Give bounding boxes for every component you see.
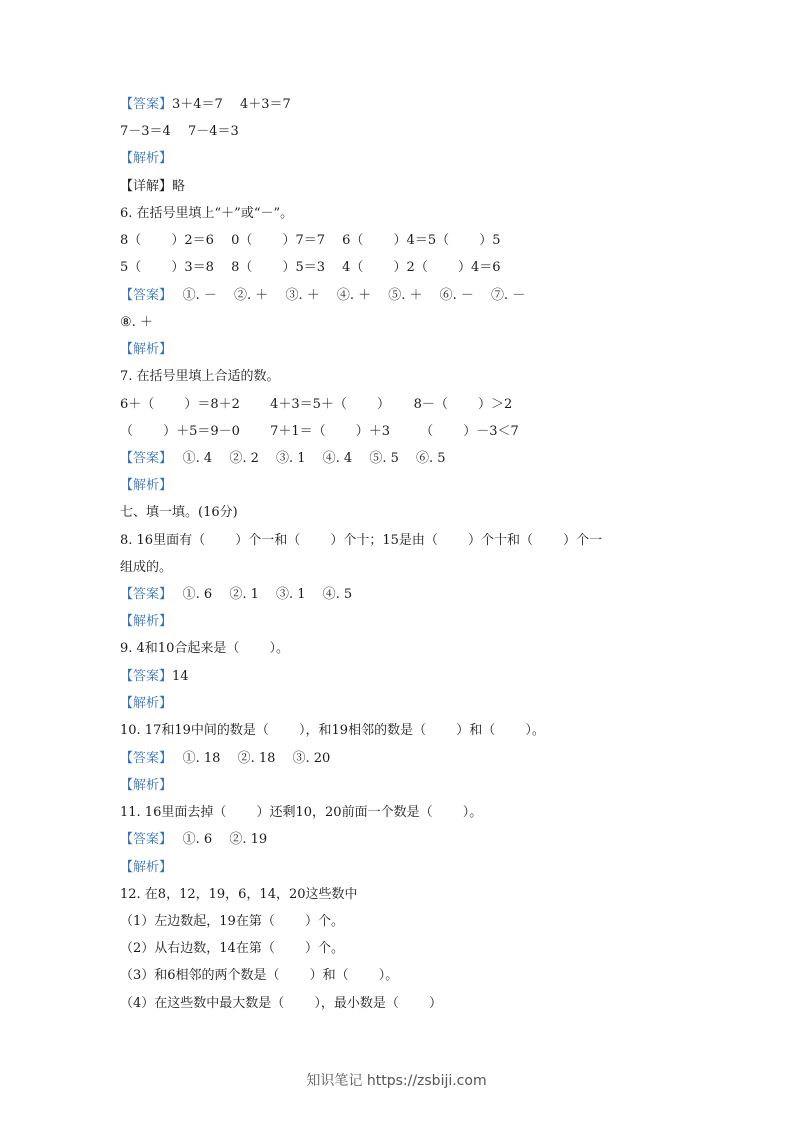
text-line: [120, 669, 189, 685]
line-text: ①. 4 ②. 2 ③. 1 ④. 4 ⑤. 5 ⑥. 5: [165, 451, 446, 466]
answer-tag: 【答案】: [120, 97, 173, 112]
answer-tag: 【解析】: [120, 696, 173, 711]
text-line: [120, 560, 172, 576]
line-text: ①. 6 ②. 1 ③. 1 ④. 5: [165, 587, 353, 602]
line-text: 8. 16里面有（ ）个一和（ ）个十；15是由（ ）个十和（ ）个一: [120, 533, 603, 548]
answer-tag: 【解析】: [120, 342, 173, 357]
line-text: 12. 在8，12，19，6，14，20这些数中: [120, 887, 358, 902]
answer-tag: 【答案】: [120, 751, 166, 766]
answer-tag: 【解析】: [120, 151, 173, 166]
answer-tag: 【解析】: [120, 478, 173, 493]
text-line: [120, 614, 172, 630]
text-line: [120, 369, 280, 385]
text-line: [120, 887, 358, 903]
text-line: [120, 206, 293, 222]
answer-tag: 【答案】: [120, 587, 166, 602]
line-text: 7. 在括号里填上合适的数。: [120, 369, 280, 384]
line-text: 7－3＝4 7－4＝3: [120, 124, 239, 139]
line-text: （ ）＋5＝9－0 7＋1＝（ ）＋3 （ ）－3＜7: [120, 424, 519, 439]
text-line: [120, 397, 512, 413]
line-text: 6. 在括号里填上“＋”或“－”。: [120, 206, 294, 221]
answer-tag: 【答案】: [120, 832, 166, 847]
text-line: [120, 151, 172, 167]
text-line: [120, 505, 238, 521]
text-line: [120, 968, 398, 984]
line-text: 11. 16里面去掉（ ）还剩10，20前面一个数是（ ）。: [120, 805, 483, 820]
line-text: 6＋（ ）＝8＋2 4＋3＝5＋（ ） 8－（ ）＞2: [120, 397, 513, 412]
line-text: （3）和6相邻的两个数是（ ）和（ ）。: [120, 968, 399, 983]
line-text: 9. 4和10合起来是（ ）。: [120, 641, 289, 656]
answer-tag: 【答案】: [120, 288, 166, 303]
text-line: [120, 478, 172, 494]
text-line: [120, 860, 172, 876]
text-line: [120, 288, 525, 304]
line-text: （4）在这些数中最大数是（ ），最小数是（ ）: [120, 996, 443, 1011]
text-line: [120, 805, 482, 821]
text-line: [120, 97, 291, 113]
text-line: [120, 124, 239, 140]
text-line: [120, 751, 330, 767]
text-line: [120, 832, 267, 848]
line-text: 3＋4＝7 4＋3＝7: [172, 97, 291, 112]
text-line: [120, 451, 446, 467]
answer-tag: 【解析】: [120, 614, 173, 629]
text-line: [120, 533, 602, 549]
line-text: 【详解】略: [120, 179, 186, 194]
answer-tag: 【解析】: [120, 778, 173, 793]
answer-tag: 【答案】: [120, 669, 173, 684]
line-text: ①. 18 ②. 18 ③. 20: [165, 751, 331, 766]
footer-watermark: 知识笔记 https://zsbiji.com: [306, 1073, 487, 1089]
text-line: [120, 424, 519, 440]
text-line: [120, 233, 501, 249]
text-line: [120, 723, 545, 739]
text-line: [120, 260, 501, 276]
text-line: [120, 641, 289, 657]
line-text: 14: [172, 669, 189, 684]
text-line: [120, 342, 172, 358]
answer-tag: 【答案】: [120, 451, 166, 466]
line-text: 10. 17和19中间的数是（ ），和19相邻的数是（ ）和（ ）。: [120, 723, 545, 738]
text-line: [120, 996, 442, 1012]
line-text: 七、填一填。(16分): [120, 505, 238, 520]
text-line: [120, 941, 344, 957]
text-line: [120, 587, 352, 603]
line-text: 8（ ）2＝6 0（ ）7＝7 6（ ）4＝5（ ）5: [120, 233, 501, 248]
text-line: [120, 315, 153, 331]
line-text: （2）从右边数，14在第（ ）个。: [120, 941, 344, 956]
line-text: 5（ ）3＝8 8（ ）5＝3 4（ ）2（ ）4＝6: [120, 260, 501, 275]
line-text: ①. 6 ②. 19: [165, 832, 268, 847]
line-text: ⑧. ＋: [120, 315, 153, 330]
line-text: （1）左边数起，19在第（ ）个。: [120, 914, 344, 929]
line-text: 组成的。: [120, 560, 173, 575]
text-line: [120, 914, 344, 930]
text-line: [120, 179, 185, 195]
text-line: [120, 778, 172, 794]
answer-tag: 【解析】: [120, 860, 173, 875]
text-line: [120, 696, 172, 712]
line-text: ①. － ②. ＋ ③. ＋ ④. ＋ ⑤. ＋ ⑥. － ⑦. －: [165, 288, 526, 303]
